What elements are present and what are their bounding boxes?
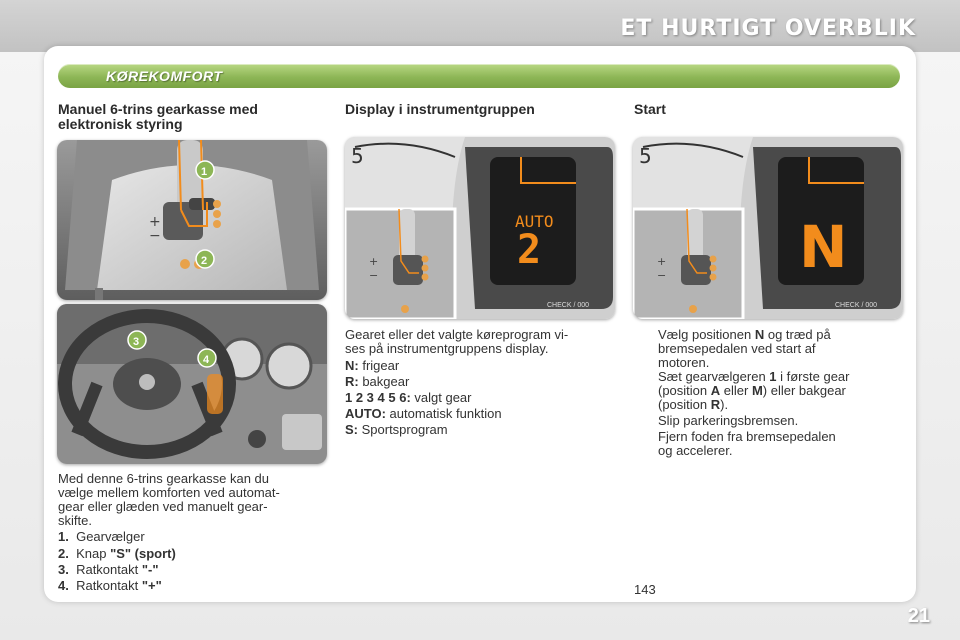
list-item: 4. Ratkontakt "+" xyxy=(58,578,162,593)
bullet-1-line1: Vælg positionen N og træd på xyxy=(658,327,831,342)
col1-paragraph-line1: Med denne 6-trins gearkasse kan du xyxy=(58,471,270,486)
section-bar xyxy=(58,64,900,88)
col1-paragraph-line2: vælge mellem komforten ved automat- xyxy=(58,485,280,500)
page-reference-number: 143 xyxy=(634,582,656,597)
bullet-2-line3: (position R). xyxy=(658,397,729,412)
list-item: 2. Knap "S" (sport) xyxy=(58,546,176,561)
bullet-2-line1: Sæt gearvælgeren 1 i første gear xyxy=(658,369,850,384)
bullet-3-line1: Slip parkeringsbremsen. xyxy=(658,413,799,428)
svg-text:−: − xyxy=(369,269,379,282)
steering-wheel-image xyxy=(57,304,327,464)
col1-paragraph-line4: skifte. xyxy=(58,513,92,528)
check-label: CHECK / 000 xyxy=(547,302,590,309)
callout-4: 4 xyxy=(203,354,210,366)
svg-text:5: 5 xyxy=(639,144,652,168)
page-number: 21 xyxy=(907,605,930,627)
list-item: S: Sportsprogram xyxy=(345,422,448,437)
check-label: CHECK / 000 xyxy=(835,302,878,309)
callout-2: 2 xyxy=(201,255,208,267)
list-item: 1. Gearvælger xyxy=(58,529,145,544)
svg-text:−: − xyxy=(149,228,161,244)
page-title: ET HURTIGT OVERBLIK xyxy=(620,16,916,41)
svg-text:−: − xyxy=(657,269,667,282)
col3-heading: Start xyxy=(634,101,666,117)
bullet-1-line3: motoren. xyxy=(658,355,710,370)
col2-paragraph-line1: Gearet eller det valgte køreprogram vi- xyxy=(345,327,569,342)
svg-text:+: + xyxy=(149,214,161,230)
col2-heading: Display i instrumentgruppen xyxy=(345,101,535,117)
gear-selector-image xyxy=(57,140,327,300)
list-item: AUTO: automatisk funktion xyxy=(345,406,502,421)
callout-3: 3 xyxy=(133,336,140,348)
col1-heading-line2: elektronisk styring xyxy=(58,116,183,132)
list-item: 3. Ratkontakt "-" xyxy=(58,562,159,577)
bullet-1-line2: bremsepedalen ved start af xyxy=(658,341,816,356)
list-item: N: frigear xyxy=(345,358,400,373)
bullet-4-line1: Fjern foden fra bremsepedalen xyxy=(658,429,836,444)
bullet-2-line2: (position A eller M) eller bakgear xyxy=(658,383,846,398)
col1-paragraph-line3: gear eller glæden ved manuelt gear- xyxy=(58,499,268,514)
bullet-4-line2: og accelerer. xyxy=(658,443,733,458)
list-item: R: bakgear xyxy=(345,374,410,389)
svg-text:5: 5 xyxy=(351,144,364,168)
list-item: 1 2 3 4 5 6: valgt gear xyxy=(345,390,472,405)
start-display-image xyxy=(633,137,903,319)
callout-1: 1 xyxy=(201,166,208,178)
svg-text:+: + xyxy=(657,255,667,268)
display-top-text: AUTO xyxy=(515,212,554,231)
display-n-text: N xyxy=(799,213,848,281)
instrument-display-image xyxy=(345,137,615,319)
page-reference[interactable] xyxy=(634,582,656,597)
svg-text:+: + xyxy=(369,255,379,268)
display-main-text: 2 xyxy=(517,227,542,273)
section-title: KØREKOMFORT xyxy=(106,68,223,84)
col1-heading-line1: Manuel 6-trins gearkasse med xyxy=(58,101,258,117)
col2-paragraph-line2: ses på instrumentgruppens display. xyxy=(345,341,549,356)
